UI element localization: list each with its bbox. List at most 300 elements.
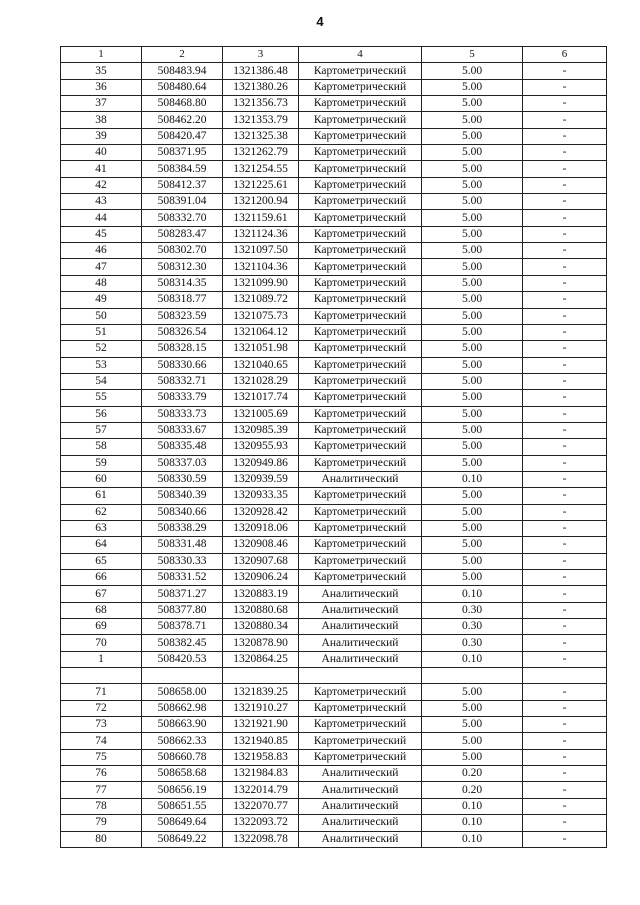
- method-cell: Картометрический: [299, 259, 422, 275]
- y-coordinate-cell: 1320878.90: [223, 635, 299, 651]
- y-coordinate-cell: 1320880.68: [223, 602, 299, 618]
- x-coordinate-cell: 508330.59: [142, 471, 223, 487]
- x-coordinate-cell: 508662.33: [142, 733, 223, 749]
- y-coordinate-cell: 1321839.25: [223, 684, 299, 700]
- point-number-cell: 40: [61, 145, 142, 161]
- point-number-cell: 52: [61, 341, 142, 357]
- accuracy-cell: 0.20: [422, 766, 523, 782]
- accuracy-cell: 5.00: [422, 308, 523, 324]
- note-cell: -: [523, 292, 607, 308]
- table-row: [61, 586, 607, 602]
- point-number-cell: 69: [61, 619, 142, 635]
- table-row: [61, 570, 607, 586]
- y-coordinate-cell: 1322070.77: [223, 798, 299, 814]
- point-number-cell: 57: [61, 422, 142, 438]
- x-coordinate-cell: 508332.71: [142, 373, 223, 389]
- x-coordinate-cell: 508283.47: [142, 226, 223, 242]
- y-coordinate-cell: 1320933.35: [223, 488, 299, 504]
- table-row: [61, 455, 607, 471]
- note-cell: -: [523, 504, 607, 520]
- method-cell: Картометрический: [299, 488, 422, 504]
- y-coordinate-cell: 1321921.90: [223, 717, 299, 733]
- note-cell: -: [523, 798, 607, 814]
- x-coordinate-cell: 508660.78: [142, 749, 223, 765]
- method-cell: Картометрический: [299, 112, 422, 128]
- accuracy-cell: 5.00: [422, 259, 523, 275]
- point-number-cell: 64: [61, 537, 142, 553]
- x-coordinate-cell: 508483.94: [142, 63, 223, 79]
- accuracy-cell: 5.00: [422, 112, 523, 128]
- point-number-cell: 67: [61, 586, 142, 602]
- method-cell: Картометрический: [299, 210, 422, 226]
- method-cell: Аналитический: [299, 782, 422, 798]
- method-cell: Картометрический: [299, 406, 422, 422]
- x-coordinate-cell: 508468.80: [142, 96, 223, 112]
- point-number-cell: 80: [61, 831, 142, 847]
- note-cell: -: [523, 63, 607, 79]
- point-number-cell: 78: [61, 798, 142, 814]
- note-cell: -: [523, 619, 607, 635]
- y-coordinate-cell: 1321940.85: [223, 733, 299, 749]
- note-cell: -: [523, 831, 607, 847]
- accuracy-cell: 5.00: [422, 324, 523, 340]
- point-number-cell: 63: [61, 520, 142, 536]
- method-cell: Аналитический: [299, 586, 422, 602]
- accuracy-cell: 5.00: [422, 553, 523, 569]
- table-row: [61, 798, 607, 814]
- y-coordinate-cell: 1320880.34: [223, 619, 299, 635]
- table-row: [61, 651, 607, 667]
- method-cell: Картометрический: [299, 504, 422, 520]
- note-cell: -: [523, 766, 607, 782]
- point-number-cell: 47: [61, 259, 142, 275]
- accuracy-cell: 5.00: [422, 226, 523, 242]
- table-row: [61, 488, 607, 504]
- table-row: [61, 259, 607, 275]
- y-coordinate-cell: 1321325.38: [223, 128, 299, 144]
- table-row: [61, 471, 607, 487]
- point-number-cell: 48: [61, 275, 142, 291]
- note-cell: -: [523, 308, 607, 324]
- method-cell: Аналитический: [299, 602, 422, 618]
- accuracy-cell: 0.10: [422, 586, 523, 602]
- accuracy-cell: 5.00: [422, 341, 523, 357]
- accuracy-cell: 0.20: [422, 782, 523, 798]
- note-cell: -: [523, 455, 607, 471]
- note-cell: -: [523, 161, 607, 177]
- x-coordinate-cell: 508333.73: [142, 406, 223, 422]
- point-number-cell: 60: [61, 471, 142, 487]
- accuracy-cell: 5.00: [422, 717, 523, 733]
- x-coordinate-cell: 508658.00: [142, 684, 223, 700]
- accuracy-cell: 5.00: [422, 210, 523, 226]
- x-coordinate-cell: 508338.29: [142, 520, 223, 536]
- method-cell: Картометрический: [299, 439, 422, 455]
- column-header-4: 4: [299, 47, 422, 63]
- table-row: [61, 766, 607, 782]
- accuracy-cell: 5.00: [422, 520, 523, 536]
- table-row: [61, 63, 607, 79]
- y-coordinate-cell: 1321356.73: [223, 96, 299, 112]
- table-row: [61, 422, 607, 438]
- point-number-cell: 58: [61, 439, 142, 455]
- accuracy-cell: 0.10: [422, 815, 523, 831]
- accuracy-cell: 5.00: [422, 96, 523, 112]
- y-coordinate-cell: 1320985.39: [223, 422, 299, 438]
- point-number-cell: 77: [61, 782, 142, 798]
- point-number-cell: 65: [61, 553, 142, 569]
- method-cell: Аналитический: [299, 798, 422, 814]
- note-cell: -: [523, 815, 607, 831]
- y-coordinate-cell: 1321005.69: [223, 406, 299, 422]
- accuracy-cell: 5.00: [422, 161, 523, 177]
- note-cell: -: [523, 782, 607, 798]
- accuracy-cell: 5.00: [422, 79, 523, 95]
- x-coordinate-cell: 508330.33: [142, 553, 223, 569]
- note-cell: -: [523, 406, 607, 422]
- point-number-cell: 35: [61, 63, 142, 79]
- point-number-cell: 70: [61, 635, 142, 651]
- x-coordinate-cell: 508337.03: [142, 455, 223, 471]
- y-coordinate-cell: 1321124.36: [223, 226, 299, 242]
- table-row: [61, 177, 607, 193]
- method-cell: Аналитический: [299, 815, 422, 831]
- note-cell: -: [523, 553, 607, 569]
- point-number-cell: 1: [61, 651, 142, 667]
- table-row: [61, 733, 607, 749]
- accuracy-cell: 0.30: [422, 619, 523, 635]
- accuracy-cell: 0.30: [422, 635, 523, 651]
- x-coordinate-cell: 508656.19: [142, 782, 223, 798]
- y-coordinate-cell: 1320908.46: [223, 537, 299, 553]
- note-cell: -: [523, 520, 607, 536]
- y-coordinate-cell: 1322014.79: [223, 782, 299, 798]
- table-row: [61, 373, 607, 389]
- y-coordinate-cell: 1321254.55: [223, 161, 299, 177]
- x-coordinate-cell: 508333.79: [142, 390, 223, 406]
- y-coordinate-cell: 1321262.79: [223, 145, 299, 161]
- method-cell: Картометрический: [299, 733, 422, 749]
- empty-cell: [523, 668, 607, 684]
- table-row: [61, 619, 607, 635]
- method-cell: Картометрический: [299, 749, 422, 765]
- point-number-cell: 37: [61, 96, 142, 112]
- accuracy-cell: 5.00: [422, 488, 523, 504]
- point-number-cell: 39: [61, 128, 142, 144]
- table-row: [61, 831, 607, 847]
- y-coordinate-cell: 1321089.72: [223, 292, 299, 308]
- note-cell: -: [523, 373, 607, 389]
- y-coordinate-cell: 1321028.29: [223, 373, 299, 389]
- note-cell: -: [523, 602, 607, 618]
- method-cell: Картометрический: [299, 161, 422, 177]
- note-cell: -: [523, 422, 607, 438]
- accuracy-cell: 5.00: [422, 275, 523, 291]
- empty-cell: [299, 668, 422, 684]
- accuracy-cell: 5.00: [422, 406, 523, 422]
- method-cell: Картометрический: [299, 226, 422, 242]
- table-row: [61, 749, 607, 765]
- point-number-cell: 66: [61, 570, 142, 586]
- x-coordinate-cell: 508391.04: [142, 194, 223, 210]
- y-coordinate-cell: 1321386.48: [223, 63, 299, 79]
- x-coordinate-cell: 508663.90: [142, 717, 223, 733]
- note-cell: -: [523, 471, 607, 487]
- x-coordinate-cell: 508335.48: [142, 439, 223, 455]
- accuracy-cell: 5.00: [422, 733, 523, 749]
- method-cell: Аналитический: [299, 831, 422, 847]
- note-cell: -: [523, 733, 607, 749]
- y-coordinate-cell: 1321097.50: [223, 243, 299, 259]
- x-coordinate-cell: 508330.66: [142, 357, 223, 373]
- x-coordinate-cell: 508331.48: [142, 537, 223, 553]
- point-number-cell: 55: [61, 390, 142, 406]
- accuracy-cell: 5.00: [422, 390, 523, 406]
- column-header-6: 6: [523, 47, 607, 63]
- method-cell: Картометрический: [299, 341, 422, 357]
- table-row: [61, 324, 607, 340]
- accuracy-cell: 5.00: [422, 177, 523, 193]
- x-coordinate-cell: 508658.68: [142, 766, 223, 782]
- accuracy-cell: 5.00: [422, 243, 523, 259]
- x-coordinate-cell: 508332.70: [142, 210, 223, 226]
- method-cell: Картометрический: [299, 96, 422, 112]
- x-coordinate-cell: 508326.54: [142, 324, 223, 340]
- method-cell: Картометрический: [299, 128, 422, 144]
- note-cell: -: [523, 96, 607, 112]
- note-cell: -: [523, 570, 607, 586]
- note-cell: -: [523, 210, 607, 226]
- note-cell: -: [523, 341, 607, 357]
- method-cell: Картометрический: [299, 717, 422, 733]
- table-row: [61, 308, 607, 324]
- point-number-cell: 71: [61, 684, 142, 700]
- y-coordinate-cell: 1321380.26: [223, 79, 299, 95]
- y-coordinate-cell: 1320864.25: [223, 651, 299, 667]
- point-number-cell: 56: [61, 406, 142, 422]
- note-cell: -: [523, 128, 607, 144]
- point-number-cell: 41: [61, 161, 142, 177]
- table-row: [61, 96, 607, 112]
- accuracy-cell: 0.10: [422, 651, 523, 667]
- method-cell: Картометрический: [299, 373, 422, 389]
- accuracy-cell: 5.00: [422, 455, 523, 471]
- accuracy-cell: 5.00: [422, 292, 523, 308]
- x-coordinate-cell: 508371.95: [142, 145, 223, 161]
- note-cell: -: [523, 439, 607, 455]
- note-cell: -: [523, 488, 607, 504]
- accuracy-cell: 5.00: [422, 439, 523, 455]
- x-coordinate-cell: 508662.98: [142, 700, 223, 716]
- table-row: [61, 243, 607, 259]
- x-coordinate-cell: 508649.22: [142, 831, 223, 847]
- table-row: [61, 406, 607, 422]
- point-number-cell: 62: [61, 504, 142, 520]
- column-header-1: 1: [61, 47, 142, 63]
- table-row: [61, 145, 607, 161]
- x-coordinate-cell: 508378.71: [142, 619, 223, 635]
- method-cell: Картометрический: [299, 79, 422, 95]
- method-cell: Картометрический: [299, 177, 422, 193]
- method-cell: Картометрический: [299, 357, 422, 373]
- note-cell: -: [523, 537, 607, 553]
- x-coordinate-cell: 508382.45: [142, 635, 223, 651]
- method-cell: Картометрический: [299, 324, 422, 340]
- y-coordinate-cell: 1322093.72: [223, 815, 299, 831]
- note-cell: -: [523, 749, 607, 765]
- table-row: [61, 210, 607, 226]
- x-coordinate-cell: 508340.39: [142, 488, 223, 504]
- accuracy-cell: 5.00: [422, 194, 523, 210]
- accuracy-cell: 0.30: [422, 602, 523, 618]
- x-coordinate-cell: 508412.37: [142, 177, 223, 193]
- note-cell: -: [523, 194, 607, 210]
- note-cell: -: [523, 275, 607, 291]
- x-coordinate-cell: 508480.64: [142, 79, 223, 95]
- table-row: [61, 553, 607, 569]
- y-coordinate-cell: 1320906.24: [223, 570, 299, 586]
- point-number-cell: 54: [61, 373, 142, 389]
- method-cell: Аналитический: [299, 619, 422, 635]
- point-number-cell: 72: [61, 700, 142, 716]
- separator-row: [61, 668, 607, 684]
- column-header-2: 2: [142, 47, 223, 63]
- y-coordinate-cell: 1320955.93: [223, 439, 299, 455]
- table-row: [61, 292, 607, 308]
- method-cell: Картометрический: [299, 243, 422, 259]
- table-row: [61, 717, 607, 733]
- point-number-cell: 79: [61, 815, 142, 831]
- y-coordinate-cell: 1321984.83: [223, 766, 299, 782]
- x-coordinate-cell: 508331.52: [142, 570, 223, 586]
- table-row: [61, 700, 607, 716]
- method-cell: Картометрический: [299, 537, 422, 553]
- table-row: [61, 684, 607, 700]
- y-coordinate-cell: 1321910.27: [223, 700, 299, 716]
- method-cell: Картометрический: [299, 194, 422, 210]
- y-coordinate-cell: 1320939.59: [223, 471, 299, 487]
- accuracy-cell: 5.00: [422, 749, 523, 765]
- table-row: [61, 520, 607, 536]
- method-cell: Картометрический: [299, 684, 422, 700]
- x-coordinate-cell: 508314.35: [142, 275, 223, 291]
- method-cell: Картометрический: [299, 553, 422, 569]
- table-row: [61, 194, 607, 210]
- x-coordinate-cell: 508312.30: [142, 259, 223, 275]
- y-coordinate-cell: 1321200.94: [223, 194, 299, 210]
- point-number-cell: 68: [61, 602, 142, 618]
- note-cell: -: [523, 651, 607, 667]
- point-number-cell: 49: [61, 292, 142, 308]
- y-coordinate-cell: 1320883.19: [223, 586, 299, 602]
- note-cell: -: [523, 717, 607, 733]
- note-cell: -: [523, 145, 607, 161]
- point-number-cell: 75: [61, 749, 142, 765]
- note-cell: -: [523, 259, 607, 275]
- method-cell: Картометрический: [299, 308, 422, 324]
- page-number: 4: [316, 14, 324, 29]
- table-row: [61, 275, 607, 291]
- y-coordinate-cell: 1320907.68: [223, 553, 299, 569]
- empty-cell: [142, 668, 223, 684]
- x-coordinate-cell: 508340.66: [142, 504, 223, 520]
- accuracy-cell: 5.00: [422, 422, 523, 438]
- table-row: [61, 439, 607, 455]
- table-row: [61, 128, 607, 144]
- x-coordinate-cell: 508318.77: [142, 292, 223, 308]
- empty-cell: [223, 668, 299, 684]
- x-coordinate-cell: 508420.53: [142, 651, 223, 667]
- x-coordinate-cell: 508302.70: [142, 243, 223, 259]
- accuracy-cell: 5.00: [422, 537, 523, 553]
- empty-cell: [422, 668, 523, 684]
- x-coordinate-cell: 508420.47: [142, 128, 223, 144]
- table-row: [61, 635, 607, 651]
- table-row: [61, 782, 607, 798]
- note-cell: -: [523, 390, 607, 406]
- y-coordinate-cell: 1321104.36: [223, 259, 299, 275]
- point-number-cell: 38: [61, 112, 142, 128]
- method-cell: Аналитический: [299, 471, 422, 487]
- y-coordinate-cell: 1321099.90: [223, 275, 299, 291]
- y-coordinate-cell: 1321051.98: [223, 341, 299, 357]
- y-coordinate-cell: 1321958.83: [223, 749, 299, 765]
- point-number-cell: 59: [61, 455, 142, 471]
- table-header-row: [61, 47, 607, 63]
- note-cell: -: [523, 177, 607, 193]
- method-cell: Картометрический: [299, 455, 422, 471]
- table-row: [61, 226, 607, 242]
- note-cell: -: [523, 700, 607, 716]
- table-row: [61, 815, 607, 831]
- accuracy-cell: 5.00: [422, 684, 523, 700]
- accuracy-cell: 5.00: [422, 357, 523, 373]
- y-coordinate-cell: 1321225.61: [223, 177, 299, 193]
- point-number-cell: 46: [61, 243, 142, 259]
- y-coordinate-cell: 1321040.65: [223, 357, 299, 373]
- accuracy-cell: 5.00: [422, 700, 523, 716]
- note-cell: -: [523, 112, 607, 128]
- table-row: [61, 112, 607, 128]
- method-cell: Картометрический: [299, 390, 422, 406]
- accuracy-cell: 5.00: [422, 373, 523, 389]
- point-number-cell: 42: [61, 177, 142, 193]
- note-cell: -: [523, 324, 607, 340]
- method-cell: Картометрический: [299, 520, 422, 536]
- table-row: [61, 79, 607, 95]
- y-coordinate-cell: 1321017.74: [223, 390, 299, 406]
- accuracy-cell: 5.00: [422, 145, 523, 161]
- point-number-cell: 44: [61, 210, 142, 226]
- accuracy-cell: 5.00: [422, 504, 523, 520]
- empty-cell: [61, 668, 142, 684]
- column-header-5: 5: [422, 47, 523, 63]
- method-cell: Аналитический: [299, 766, 422, 782]
- point-number-cell: 74: [61, 733, 142, 749]
- method-cell: Картометрический: [299, 275, 422, 291]
- note-cell: -: [523, 684, 607, 700]
- x-coordinate-cell: 508328.15: [142, 341, 223, 357]
- y-coordinate-cell: 1321064.12: [223, 324, 299, 340]
- note-cell: -: [523, 226, 607, 242]
- accuracy-cell: 5.00: [422, 128, 523, 144]
- table-row: [61, 161, 607, 177]
- table-row: [61, 537, 607, 553]
- method-cell: Аналитический: [299, 651, 422, 667]
- x-coordinate-cell: 508377.80: [142, 602, 223, 618]
- method-cell: Картометрический: [299, 422, 422, 438]
- y-coordinate-cell: 1321075.73: [223, 308, 299, 324]
